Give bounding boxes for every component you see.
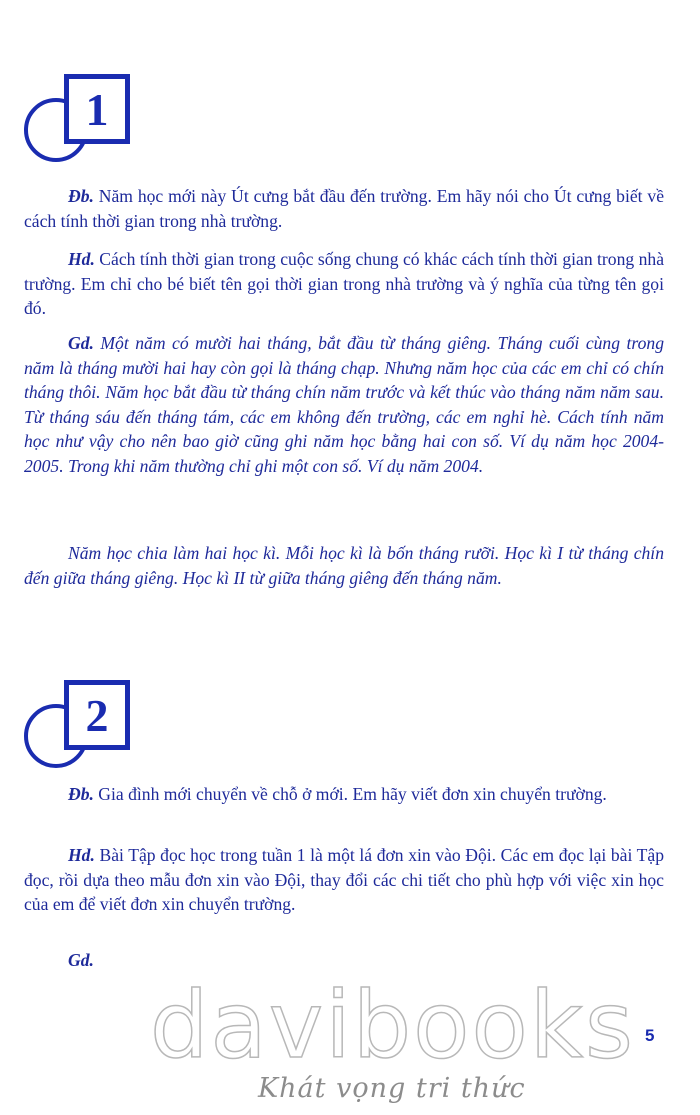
paragraph-hd-2 bbox=[24, 843, 664, 917]
paragraph-text: Năm học mới này Út cưng bắt đầu đến trường. Em hãy nói cho Út cưng biết về cách tính thời gian trong nhà trường. bbox=[24, 186, 664, 231]
paragraph-lead: Đb. bbox=[68, 186, 94, 206]
section-number-box: 1 bbox=[64, 74, 130, 144]
paragraph-text: Một năm có mười hai tháng, bắt đầu từ tháng giêng. Tháng cuối cùng trong năm là tháng mười hai hay còn gọi là tháng chạp. Nhưng năm học của các em chỉ có chín tháng thôi. Năm học bắt đầu từ tháng chín năm trước và kết thúc vào tháng năm năm sau. Từ tháng sáu đến tháng tám, các em không đến trường, các em nghỉ hè. Cách tính năm học như vậy cho nên bao giờ cũng ghi năm học bằng hai con số. Ví dụ năm học 2004-2005. Trong khi năm thường chỉ ghi một con số. Ví dụ năm 2004. bbox=[24, 333, 664, 476]
paragraph-text: Bài Tập đọc học trong tuần 1 là một lá đơn xin vào Đội. Các em đọc lại bài Tập đọc, rồi dựa theo mẫu đơn xin vào Đội, thay đổi các chi tiết cho phù hợp với việc xin học của em để viết đơn xin chuyển trường. bbox=[24, 845, 664, 914]
paragraph-db-1 bbox=[24, 184, 664, 233]
paragraph-text: Năm học chia làm hai học kì. Mỗi học kì là bốn tháng rưỡi. Học kì I từ tháng chín đến giữa tháng giêng. Học kì II từ giữa tháng giêng đến tháng năm. bbox=[24, 543, 664, 588]
paragraph-lead: Đb. bbox=[68, 784, 94, 804]
paragraph-gd-1 bbox=[24, 331, 664, 478]
paragraph-text: Gia đình mới chuyển về chỗ ở mới. Em hãy viết đơn xin chuyển trường. bbox=[93, 784, 607, 804]
paragraph-lead: Hd. bbox=[68, 845, 95, 865]
paragraph-lead: Gd. bbox=[68, 950, 94, 970]
paragraph-hoc-ki bbox=[24, 541, 664, 590]
watermark-brand: davibooks bbox=[150, 972, 635, 1079]
paragraph-gd-2 bbox=[24, 948, 664, 973]
paragraph-lead: Gd. bbox=[68, 333, 94, 353]
page-number: 5 bbox=[645, 1026, 655, 1045]
section-number-box: 2 bbox=[64, 680, 130, 750]
watermark-tagline: Khát vọng tri thức bbox=[258, 1073, 526, 1104]
section-2-icon bbox=[24, 680, 134, 770]
section-1-icon bbox=[24, 74, 134, 164]
paragraph-db-2 bbox=[24, 782, 664, 807]
paragraph-lead: Hd. bbox=[68, 249, 95, 269]
paragraph-text: Cách tính thời gian trong cuộc sống chung có khác cách tính thời gian trong nhà trường. Em chỉ cho bé biết tên gọi thời gian trong nhà trường và ý nghĩa của từng tên gọi đó. bbox=[24, 249, 664, 318]
paragraph-hd-1 bbox=[24, 247, 664, 321]
